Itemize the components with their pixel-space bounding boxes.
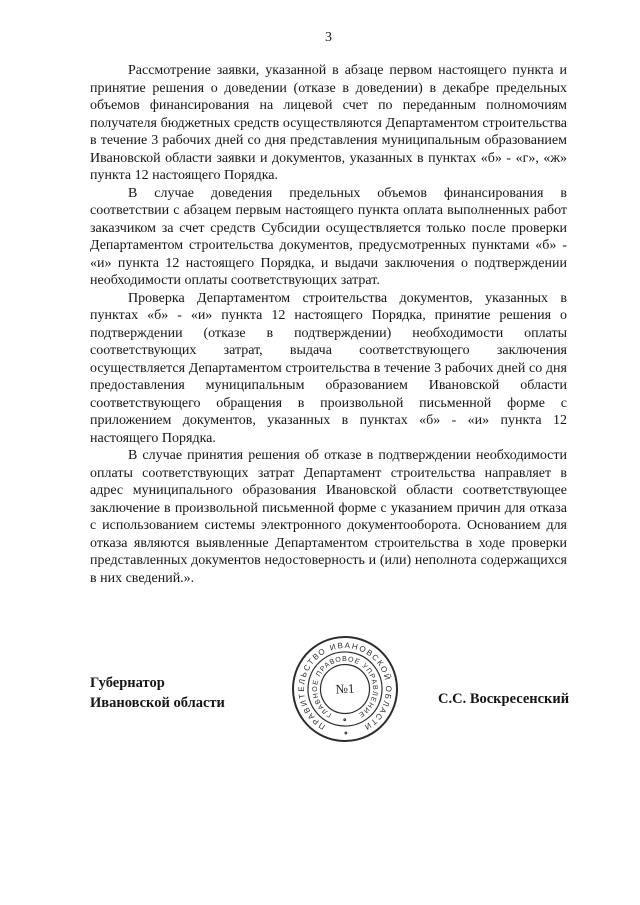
body-paragraph-3: Проверка Департаментом строительства документов, указанных в пунктах «б» - «и» пункта 12 настоящего Порядка, принятие решения о подтверждении (отказе в подтверждении) необходимости оплаты соответствующих затрат, выдача соответствующего заключения осуществляется Департаментом строительства в течение 3 рабочих дней со дня предоставления муниципальным образованием Ивановской области соответствующего обращения в произвольной письменной форме с приложением документов, указанных в пунктах «б» - «и» пункта 12 настоящего Порядка.: [90, 290, 567, 446]
stamp-outer-ring-text: ПРАВИТЕЛЬСТВО ИВАНОВСКОЙ ОБЛАСТИ: [296, 640, 394, 733]
body-paragraph-1: Рассмотрение заявки, указанной в абзаце первом настоящего пункта и принятие решения о доведении (отказе в доведении) в декабре предельных объемов финансирования на лицевой счет по переданным полномочиям получателя бюджетных средств осуществляются Департаментом строительства в течение 3 рабочих дней со дня представления муниципальным образованием Ивановской области заявки и документов, указанных в пунктах «б» - «г», «ж» пункта 12 настоящего Порядка.: [90, 63, 567, 183]
stamp-inner-ring-text: ГЛАВНОЕ ПРАВОВОЕ УПРАВЛЕНИЕ: [311, 655, 379, 719]
page-number: 3: [325, 30, 332, 45]
body-paragraph-4: В случае принятия решения об отказе в подтверждении необходимости оплаты соответствующих затрат Департамент строительства направляет в адрес муниципального образования Ивановской области соответствующее заключение в произвольной письменной форме с указанием причин для отказа с использованием системы электронного документооборота. Основанием для отказа являются выявленные Департаментом строительства в ходе проверки представленных документов недостоверность и (или) неполнота содержащихся в них сведений.».: [90, 448, 567, 586]
document-body: [90, 62, 567, 587]
signatory-title-line-1: Губернатор: [90, 675, 165, 691]
signatory-title-line-2: Ивановской области: [90, 694, 225, 711]
official-stamp: [285, 629, 405, 749]
stamp-number: №1: [335, 680, 355, 697]
stamp-separator-dot: [345, 732, 347, 734]
body-paragraph-2: В случае доведения предельных объемов финансирования в соответствии с абзацем первым настоящего пункта оплата выполненных работ заказчиком за счет средств Субсидии осуществляется только после проверки Департаментом строительства документов, предусмотренных пунктами «б» - «и» пункта 12 настоящего Порядка, и выдачи заключения о подтверждении необходимости оплаты соответствующих затрат.: [90, 185, 567, 288]
signatory-title: [90, 674, 225, 713]
signatory-name: С.С. Воскресенский: [438, 691, 570, 707]
stamp-separator-dot: [344, 719, 346, 721]
